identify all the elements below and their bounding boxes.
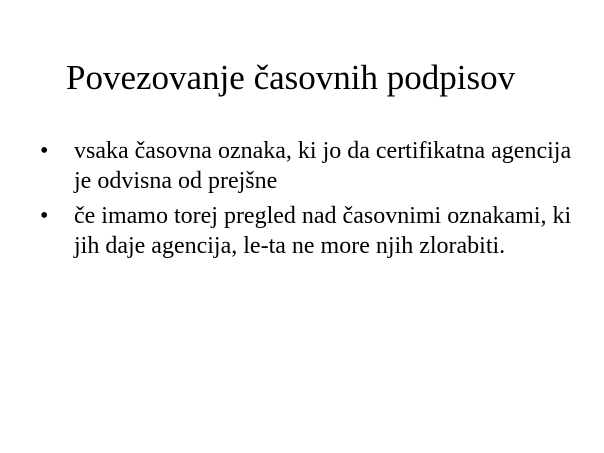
bullet-list [40,136,580,266]
bullet-item-1 [40,136,580,196]
bullet-text: vsaka časovna oznaka, ki jo da certifikatna agencija je odvisna od prejšne [74,138,572,194]
bullet-item-2 [40,201,580,261]
bullet-marker: • [40,138,49,164]
bullet-marker: • [40,203,49,229]
slide-title: Povezovanje časovnih podpisov [66,58,516,97]
bullet-text: če imamo torej pregled nad časovnimi oznakami, ki jih daje agencija, le-ta ne more njih zlorabiti. [74,203,572,259]
